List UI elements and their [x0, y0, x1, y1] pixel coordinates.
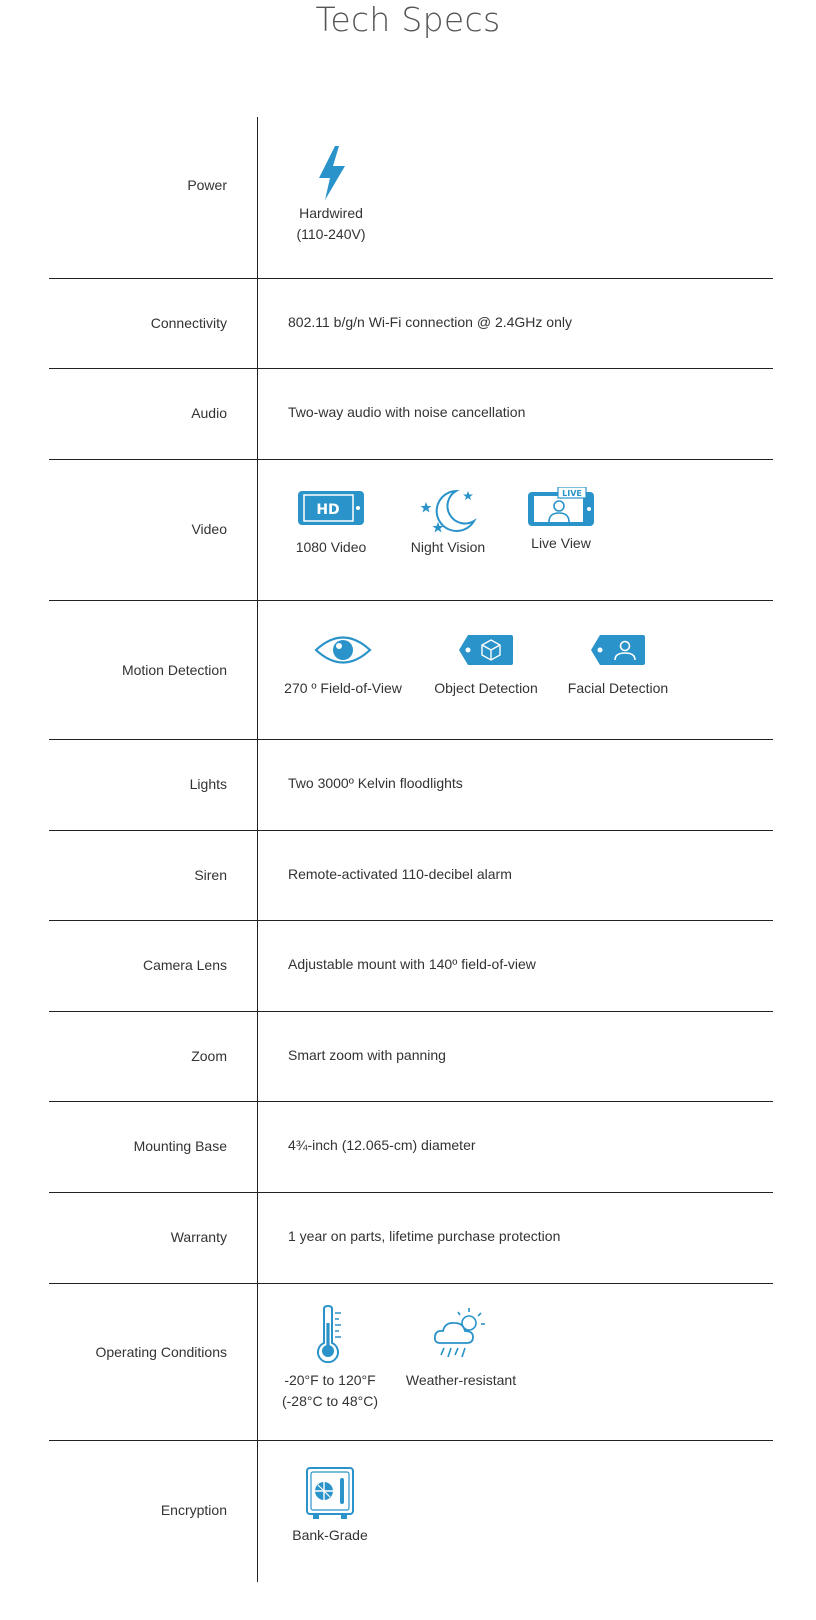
motion-object-caption: Object Detection [434, 680, 538, 696]
row-divider [49, 739, 773, 740]
motion-face-caption: Facial Detection [567, 680, 669, 696]
conditions-feature-temp [278, 1305, 382, 1412]
spec-value-siren: Remote-activated 110-decibel alarm [288, 866, 512, 882]
conditions-temp-line-1: -20°F to 120°F [284, 1372, 376, 1388]
motion-feature-object [424, 634, 548, 699]
spec-label-lens: Camera Lens [142, 957, 227, 973]
motion-fov-caption: 270 º Field-of-View [284, 680, 402, 696]
spec-label-warranty: Warranty [170, 1229, 227, 1245]
row-divider [49, 1283, 773, 1284]
spec-value-lens: Adjustable mount with 140º field-of-view [288, 956, 536, 972]
safe-icon [283, 1466, 377, 1522]
spec-label-connectivity: Connectivity [150, 315, 227, 331]
eye-icon [280, 633, 406, 667]
conditions-feature-weather [399, 1305, 523, 1391]
column-divider [257, 117, 258, 1582]
spec-value-audio: Two-way audio with noise cancellation [288, 404, 526, 420]
conditions-weather-caption: Weather-resistant [405, 1372, 517, 1388]
face-tag-icon [556, 634, 680, 666]
hd-phone-icon [286, 490, 376, 526]
row-divider [49, 830, 773, 831]
thermometer-icon [278, 1305, 382, 1363]
spec-value-lights: Two 3000º Kelvin floodlights [288, 775, 463, 791]
video-1080-caption: 1080 Video [295, 539, 367, 555]
row-divider [49, 1192, 773, 1193]
conditions-temp-line-2: (-28°C to 48°C) [281, 1393, 378, 1409]
spec-value-zoom: Smart zoom with panning [288, 1047, 446, 1063]
row-divider [49, 459, 773, 460]
spec-label-encryption: Encryption [160, 1502, 227, 1518]
spec-value-base: 4¾-inch (12.065-cm) diameter [288, 1137, 476, 1153]
spec-value-connectivity: 802.11 b/g/n Wi-Fi connection @ 2.4GHz only [288, 314, 572, 330]
encryption-feature-bank [283, 1466, 377, 1546]
row-divider [49, 278, 773, 279]
spec-label-lights: Lights [189, 776, 227, 792]
row-divider [49, 1440, 773, 1441]
spec-label-siren: Siren [194, 867, 227, 883]
video-live-caption: Live View [531, 535, 591, 551]
spec-label-power: Power [187, 177, 227, 193]
encryption-caption: Bank-Grade [292, 1527, 368, 1543]
motion-feature-face [556, 634, 680, 699]
lightning-icon [283, 145, 379, 201]
live-view-icon [516, 487, 606, 527]
spec-label-motion: Motion Detection [121, 662, 227, 678]
spec-label-video: Video [191, 521, 227, 537]
row-divider [49, 1101, 773, 1102]
spec-label-conditions: Operating Conditions [95, 1344, 227, 1360]
row-divider [49, 1011, 773, 1012]
spec-label-base: Mounting Base [133, 1138, 227, 1154]
video-feature-1080 [286, 490, 376, 558]
power-line-2: (110-240V) [296, 226, 366, 242]
power-feature [283, 145, 379, 245]
power-line-1: Hardwired [299, 205, 363, 221]
svg-text:LIVE: LIVE [562, 489, 582, 498]
spec-label-audio: Audio [191, 405, 227, 421]
svg-text:HD: HD [316, 502, 340, 518]
spec-label-zoom: Zoom [191, 1048, 227, 1064]
video-feature-live [516, 487, 606, 554]
moon-stars-icon [398, 485, 498, 537]
page-title: Tech Specs [315, 0, 501, 39]
motion-feature-fov [280, 633, 406, 699]
weather-icon [399, 1305, 523, 1363]
row-divider [49, 368, 773, 369]
row-divider [49, 920, 773, 921]
row-divider [49, 600, 773, 601]
spec-value-warranty: 1 year on parts, lifetime purchase protection [288, 1228, 561, 1244]
object-tag-icon [424, 634, 548, 666]
video-night-caption: Night Vision [410, 539, 486, 555]
video-feature-night [398, 485, 498, 558]
